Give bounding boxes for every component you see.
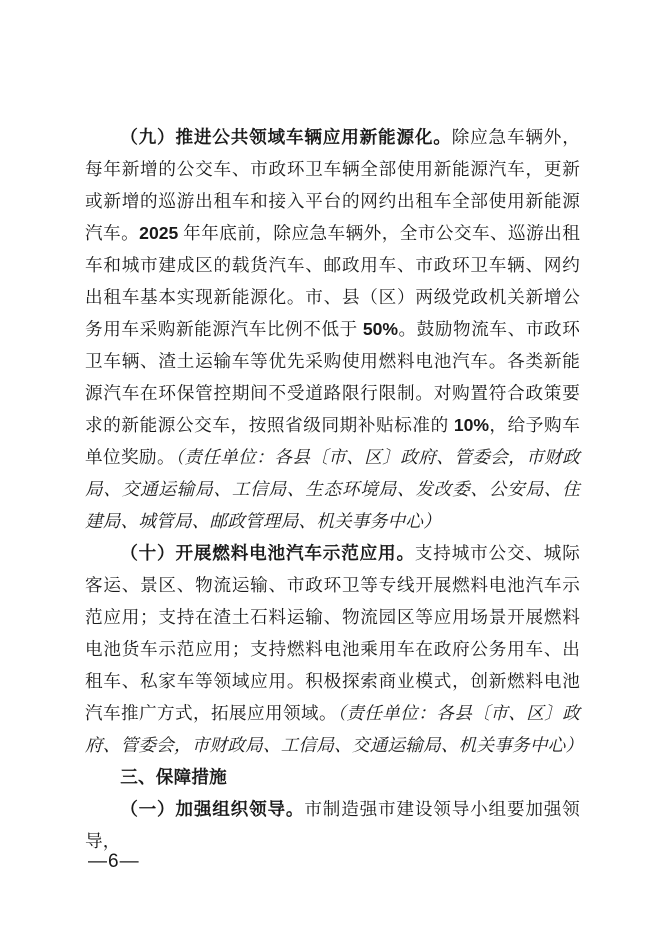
section-1-title: （一）加强组织领导。 <box>120 799 305 819</box>
section-9-body-3: 。鼓励物流车、市政环卫车辆、渣土运输车等优先采购使用燃料电池汽车。各类新能源汽车在环保管控期间不受道路限行限制。对购置符合政策要求的新能源公交车，按照省级同期补贴标准的 <box>85 319 580 435</box>
section-10-responsibility-units: （责任单位：各县〔市、区〕政府、管委会，市财政局、工信局、交通运输局、机关事务中心） <box>85 703 584 755</box>
paragraph-section-10 <box>85 537 584 761</box>
section-10-title: （十）开展燃料电池汽车示范应用。 <box>120 543 415 563</box>
paragraph-section-1 <box>85 793 580 857</box>
chapter-3-heading: 三、保障措施 <box>120 767 227 787</box>
percent-50-value: 50% <box>362 319 399 339</box>
section-9-body-4: ，给予购车单位奖励。 <box>85 415 580 467</box>
section-9-responsibility-units: （责任单位：各县〔市、区〕政府、管委会，市财政局、交通运输局、工信局、生态环境局、发改委、公安局、住建局、城管局、邮政管理局、机关事务中心） <box>85 447 580 531</box>
paragraph-section-9 <box>85 121 580 537</box>
page-number: —6— <box>88 851 140 872</box>
section-10-body: 支持城市公交、城际客运、景区、物流运输、市政环卫等专线开展燃料电池汽车示范应用；支持在渣土石料运输、物流园区等应用场景开展燃料电池货车示范应用；支持燃料电池乘用车在政府公务用车、出租车、私家车等领域应用。积极探索商业模式，创新燃料电池汽车推广方式，拓展应用领域。 <box>85 543 580 723</box>
section-9-body-1: 除应急车辆外，每年新增的公交车、市政环卫车辆全部使用新能源汽车，更新或新增的巡游出租车和接入平台的网约出租车全部使用新能源汽车。 <box>85 127 580 243</box>
document-body <box>85 121 584 857</box>
section-1-body: 市制造强市建设领导小组要加强领导， <box>85 799 580 851</box>
percent-10-value: 10% <box>453 415 490 435</box>
year-value: 2025 <box>139 223 179 243</box>
section-9-title: （九）推进公共领域车辆应用新能源化。 <box>120 127 452 147</box>
section-9-body-2: 年年底前，除应急车辆外，全市公交车、巡游出租车和城市建成区的载货汽车、邮政用车、市政环卫车辆、网约出租车基本实现新能源化。市、县（区）两级党政机关新增公务用车采购新能源汽车比例不低于 <box>85 223 580 339</box>
